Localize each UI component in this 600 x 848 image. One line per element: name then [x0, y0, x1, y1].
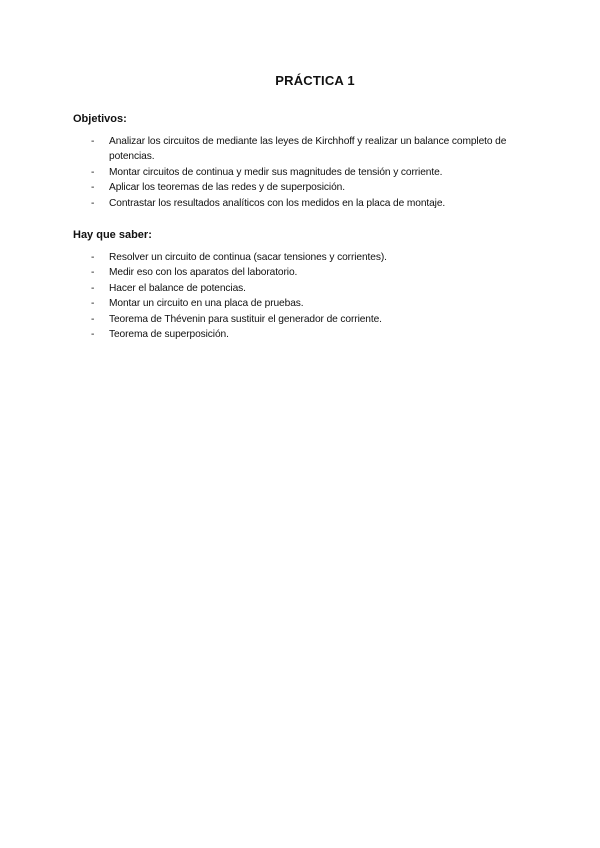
- document-title: PRÁCTICA 1: [275, 73, 355, 88]
- list-item: [73, 180, 543, 195]
- list-item-text: Teorema de Thévenin para sustituir el generador de corriente.: [109, 313, 382, 325]
- hay-que-saber-heading: Hay que saber:: [73, 229, 152, 241]
- bullet-dash: -: [91, 252, 95, 263]
- list-item-text: Aplicar los teoremas de las redes y de superposición.: [109, 182, 345, 194]
- bullet-dash: -: [91, 182, 95, 194]
- bullet-dash: -: [91, 298, 95, 310]
- objetivos-list: [73, 134, 543, 211]
- bullet-dash: -: [91, 282, 95, 294]
- hay-que-saber-list: [73, 250, 543, 342]
- bullet-dash: -: [91, 197, 95, 209]
- list-item: [73, 281, 543, 296]
- list-item-text: Contrastar los resultados analíticos con los medidos en la placa de montaje.: [109, 197, 446, 209]
- list-item-text: Hacer el balance de potencias.: [109, 282, 246, 294]
- list-item-text: Montar un circuito en una placa de pruebas.: [109, 298, 304, 310]
- list-item: [73, 134, 543, 165]
- objetivos-section: [73, 112, 543, 211]
- bullet-dash: -: [91, 313, 95, 325]
- list-item-text: Medir eso con los aparatos del laboratorio.: [109, 267, 298, 279]
- list-item: [73, 265, 543, 280]
- list-item: [73, 296, 543, 311]
- list-item-text: Teorema de superposición.: [109, 329, 229, 341]
- bullet-dash: -: [91, 267, 95, 279]
- list-item-text: Analizar los circuitos de mediante las leyes de Kirchhoff y realizar un balance completo de potencias.: [109, 136, 507, 163]
- list-item-text: Montar circuitos de continua y medir sus magnitudes de tensión y corriente.: [109, 166, 443, 178]
- list-item: [73, 196, 543, 211]
- list-item: [73, 165, 543, 180]
- bullet-dash: -: [91, 166, 95, 178]
- objetivos-heading: Objetivos:: [73, 113, 127, 125]
- list-item: [73, 327, 543, 342]
- hay-que-saber-section: [73, 228, 543, 342]
- list-item-text: Resolver un circuito de continua (sacar tensiones y corrientes).: [109, 252, 387, 263]
- bullet-dash: -: [91, 136, 95, 147]
- bullet-dash: -: [91, 329, 95, 341]
- list-item: [73, 250, 543, 265]
- list-item: [73, 312, 543, 327]
